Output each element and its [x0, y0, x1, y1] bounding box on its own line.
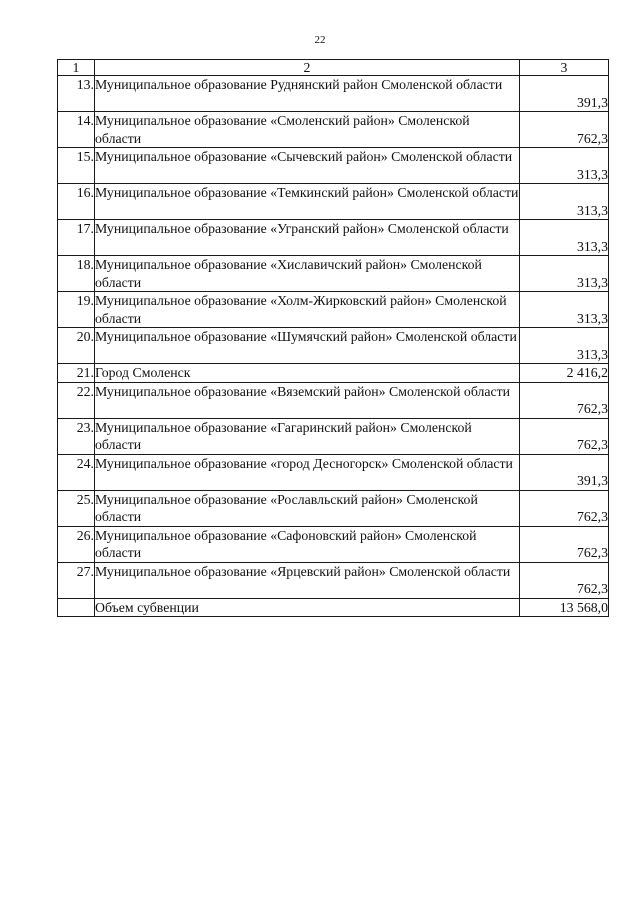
row-municipality-name: Город Смоленск — [95, 364, 520, 383]
table-row — [58, 382, 609, 418]
row-number: 14. — [58, 112, 95, 148]
table-row — [58, 112, 609, 148]
header-col-2: 2 — [95, 60, 520, 76]
table-row — [58, 328, 609, 364]
row-number: 16. — [58, 184, 95, 220]
table-row — [58, 220, 609, 256]
row-subvention-value: 313,3 — [520, 148, 609, 184]
row-number: 25. — [58, 490, 95, 526]
row-subvention-value: 762,3 — [520, 490, 609, 526]
row-number: 24. — [58, 454, 95, 490]
table-row — [58, 562, 609, 598]
row-subvention-value: 313,3 — [520, 220, 609, 256]
row-subvention-value: 313,3 — [520, 256, 609, 292]
row-municipality-name: Муниципальное образование «Холм-Жирковский район» Смоленской области — [95, 292, 520, 328]
row-number: 17. — [58, 220, 95, 256]
total-row-number — [58, 598, 95, 617]
row-number: 26. — [58, 526, 95, 562]
row-number: 22. — [58, 382, 95, 418]
row-subvention-value: 762,3 — [520, 562, 609, 598]
row-municipality-name: Муниципальное образование «город Десногорск» Смоленской области — [95, 454, 520, 490]
row-subvention-value: 313,3 — [520, 184, 609, 220]
row-number: 20. — [58, 328, 95, 364]
row-municipality-name: Муниципальное образование «Вяземский район» Смоленской области — [95, 382, 520, 418]
row-subvention-value: 762,3 — [520, 112, 609, 148]
table-body — [58, 76, 609, 617]
row-number: 15. — [58, 148, 95, 184]
header-col-1: 1 — [58, 60, 95, 76]
table-row — [58, 76, 609, 112]
table-row — [58, 490, 609, 526]
page-number: 22 — [314, 34, 326, 46]
row-subvention-value: 391,3 — [520, 454, 609, 490]
row-municipality-name: Муниципальное образование «Темкинский район» Смоленской области — [95, 184, 520, 220]
header-col-3: 3 — [520, 60, 609, 76]
row-subvention-value: 2 416,2 — [520, 364, 609, 383]
table-row — [58, 454, 609, 490]
table-header-row — [58, 60, 609, 76]
row-municipality-name: Муниципальное образование «Шумячский район» Смоленской области — [95, 328, 520, 364]
row-subvention-value: 762,3 — [520, 526, 609, 562]
table-row — [58, 418, 609, 454]
table-row — [58, 184, 609, 220]
row-subvention-value: 313,3 — [520, 328, 609, 364]
row-subvention-value: 391,3 — [520, 76, 609, 112]
total-label: Объем субвенции — [95, 598, 520, 617]
row-municipality-name: Муниципальное образование «Смоленский район» Смоленской области — [95, 112, 520, 148]
row-municipality-name: Муниципальное образование «Ярцевский район» Смоленской области — [95, 562, 520, 598]
row-municipality-name: Муниципальное образование «Гагаринский район» Смоленской области — [95, 418, 520, 454]
row-number: 27. — [58, 562, 95, 598]
row-number: 13. — [58, 76, 95, 112]
table-row — [58, 148, 609, 184]
row-number: 19. — [58, 292, 95, 328]
row-municipality-name: Муниципальное образование «Сычевский район» Смоленской области — [95, 148, 520, 184]
row-number: 21. — [58, 364, 95, 383]
total-value: 13 568,0 — [520, 598, 609, 617]
table-row — [58, 256, 609, 292]
table-row — [58, 292, 609, 328]
row-municipality-name: Муниципальное образование «Угранский район» Смоленской области — [95, 220, 520, 256]
row-number: 23. — [58, 418, 95, 454]
table-total-row — [58, 598, 609, 617]
subvention-table — [57, 59, 609, 617]
row-municipality-name: Муниципальное образование «Сафоновский район» Смоленской области — [95, 526, 520, 562]
table-row — [58, 364, 609, 383]
row-number: 18. — [58, 256, 95, 292]
table-row — [58, 526, 609, 562]
row-municipality-name: Муниципальное образование «Хиславичский район» Смоленской области — [95, 256, 520, 292]
row-subvention-value: 313,3 — [520, 292, 609, 328]
row-municipality-name: Муниципальное образование Руднянский район Смоленской области — [95, 76, 520, 112]
row-subvention-value: 762,3 — [520, 382, 609, 418]
row-municipality-name: Муниципальное образование «Рославльский район» Смоленской области — [95, 490, 520, 526]
row-subvention-value: 762,3 — [520, 418, 609, 454]
